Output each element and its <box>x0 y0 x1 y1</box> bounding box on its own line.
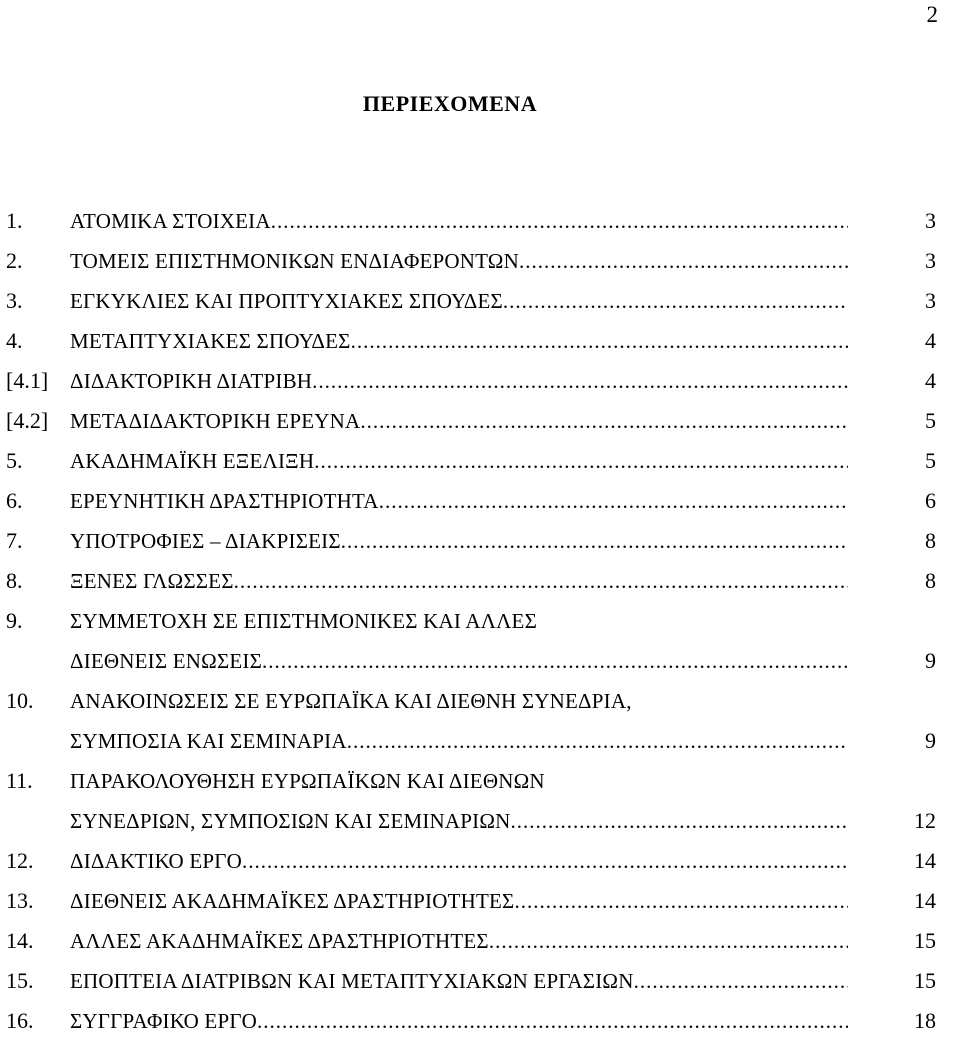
dot-leader <box>360 401 848 441</box>
toc-entry <box>0 601 960 681</box>
toc-entry-number: 8. <box>6 568 23 593</box>
toc-entry <box>0 1001 960 1041</box>
toc-entry-page: 18 <box>914 1008 936 1033</box>
toc-entry <box>0 281 960 321</box>
table-of-contents <box>0 201 960 1041</box>
toc-entry-page: 8 <box>925 528 936 553</box>
dot-leader <box>379 481 848 521</box>
toc-entry-number: 11. <box>6 768 33 793</box>
toc-entry-number: 12. <box>6 848 34 873</box>
toc-entry-page: 4 <box>925 328 936 353</box>
toc-entry-number: 14. <box>6 928 34 953</box>
dot-leader <box>514 881 848 921</box>
dot-leader <box>234 561 848 601</box>
toc-entry <box>0 961 960 1001</box>
toc-entry-title-line1: ΑΝΑΚΟΙΝΩΣΕΙΣ ΣΕ ΕΥΡΩΠΑΪΚΑ ΚΑΙ ΔΙΕΘΝΗ ΣΥΝΕΔΡΙΑ, <box>70 689 632 713</box>
toc-entry-title: ΜΕΤΑΠΤΥΧΙΑΚΕΣ ΣΠΟΥΔΕΣ <box>70 329 351 353</box>
toc-entry-number: 6. <box>6 488 23 513</box>
toc-entry-page: 14 <box>914 888 936 913</box>
toc-entry-title: ΑΤΟΜΙΚΑ ΣΤΟΙΧΕΙΑ <box>70 209 271 233</box>
toc-entry <box>0 881 960 921</box>
dot-leader <box>341 521 848 561</box>
toc-entry-number: 4. <box>6 328 23 353</box>
toc-entry-title: ΕΓΚΥΚΛΙΕΣ ΚΑΙ ΠΡΟΠΤΥΧΙΑΚΕΣ ΣΠΟΥΔΕΣ <box>70 289 503 313</box>
toc-entry-title: ΕΡΕΥΝΗΤΙΚΗ ΔΡΑΣΤΗΡΙΟΤΗΤΑ <box>70 489 379 513</box>
toc-entry <box>0 561 960 601</box>
toc-entry-title: ΣΥΓΓΡΑΦΙΚΟ ΕΡΓΟ <box>70 1009 258 1033</box>
toc-entry <box>0 241 960 281</box>
toc-entry-page: 5 <box>925 448 936 473</box>
dot-leader <box>271 201 848 241</box>
toc-entry <box>0 441 960 481</box>
toc-entry <box>0 201 960 241</box>
dot-leader <box>314 441 848 481</box>
toc-entry <box>0 681 960 761</box>
toc-entry-number: 5. <box>6 448 23 473</box>
dot-leader <box>351 321 848 361</box>
toc-entry-title: ΔΙΔΑΚΤΟΡΙΚΗ ΔΙΑΤΡΙΒΗ <box>70 369 313 393</box>
toc-entry-number: 9. <box>6 608 23 633</box>
toc-entry-title-line2: ΣΥΝΕΔΡΙΩΝ, ΣΥΜΠΟΣΙΩΝ ΚΑΙ ΣΕΜΙΝΑΡΙΩΝ <box>70 809 511 833</box>
toc-entry-page: 15 <box>914 928 936 953</box>
toc-entry-page: 3 <box>925 208 936 233</box>
dot-leader <box>347 721 848 761</box>
toc-entry-number: 15. <box>6 968 34 993</box>
toc-entry-number: [4.2] <box>6 408 49 433</box>
toc-entry-title-line1: ΣΥΜΜΕΤΟΧΗ ΣΕ ΕΠΙΣΤΗΜΟΝΙΚΕΣ ΚΑΙ ΑΛΛΕΣ <box>70 609 538 633</box>
toc-entry-number: 16. <box>6 1008 34 1033</box>
toc-entry-page: 9 <box>925 648 936 673</box>
toc-entry-title: ΔΙΔΑΚΤΙΚΟ ΕΡΓΟ <box>70 849 242 873</box>
dot-leader <box>503 281 848 321</box>
toc-entry-title: ΤΟΜΕΙΣ ΕΠΙΣΤΗΜΟΝΙΚΩΝ ΕΝΔΙΑΦΕΡΟΝΤΩΝ <box>70 249 519 273</box>
toc-entry <box>0 521 960 561</box>
page-title: ΠΕΡΙΕΧΟΜΕΝΑ <box>362 91 538 116</box>
toc-entry-page: 9 <box>925 728 936 753</box>
toc-entry-page: 14 <box>914 848 936 873</box>
toc-entry-number: 13. <box>6 888 34 913</box>
toc-entry-title: ΕΠΟΠΤΕΙΑ ΔΙΑΤΡΙΒΩΝ ΚΑΙ ΜΕΤΑΠΤΥΧΙΑΚΩΝ ΕΡΓΑΣΙΩΝ <box>70 969 634 993</box>
toc-entry-title-line1: ΠΑΡΑΚΟΛΟΥΘΗΣΗ ΕΥΡΩΠΑΪΚΩΝ ΚΑΙ ΔΙΕΘΝΩΝ <box>70 769 545 793</box>
toc-entry <box>0 761 960 841</box>
page-number: 2 <box>926 2 938 27</box>
toc-entry-page: 6 <box>925 488 936 513</box>
dot-leader <box>519 241 848 281</box>
toc-entry-page: 4 <box>925 368 936 393</box>
toc-entry <box>0 841 960 881</box>
toc-entry-number: 7. <box>6 528 23 553</box>
toc-entry-title: ΑΚΑΔΗΜΑΪΚΗ ΕΞΕΛΙΞΗ <box>70 449 315 473</box>
toc-entry-title: ΑΛΛΕΣ ΑΚΑΔΗΜΑΪΚΕΣ ΔΡΑΣΤΗΡΙΟΤΗΤΕΣ <box>70 929 489 953</box>
dot-leader <box>312 361 848 401</box>
dot-leader <box>262 641 848 681</box>
toc-entry-title: ΜΕΤΑΔΙΔΑΚΤΟΡΙΚΗ ΕΡΕΥΝΑ <box>70 409 361 433</box>
toc-entry-page: 3 <box>925 288 936 313</box>
toc-entry-page: 3 <box>925 248 936 273</box>
toc-entry-title: ΥΠΟΤΡΟΦΙΕΣ – ΔΙΑΚΡΙΣΕΙΣ <box>70 529 341 553</box>
dot-leader <box>257 1001 848 1041</box>
toc-entry-title-line2: ΣΥΜΠΟΣΙΑ ΚΑΙ ΣΕΜΙΝΑΡΙΑ <box>70 729 347 753</box>
dot-leader <box>242 841 848 881</box>
dot-leader <box>634 961 848 1001</box>
toc-entry-page: 15 <box>914 968 936 993</box>
toc-entry-page: 8 <box>925 568 936 593</box>
toc-entry-page: 5 <box>925 408 936 433</box>
toc-entry <box>0 321 960 361</box>
toc-entry-page: 12 <box>914 808 936 833</box>
toc-entry-number: 3. <box>6 288 23 313</box>
toc-entry <box>0 361 960 401</box>
toc-entry <box>0 921 960 961</box>
dot-leader <box>511 801 848 841</box>
toc-entry <box>0 401 960 441</box>
toc-entry-number: 10. <box>6 688 34 713</box>
toc-entry <box>0 481 960 521</box>
toc-entry-number: 2. <box>6 248 23 273</box>
toc-entry-title-line2: ΔΙΕΘΝΕΙΣ ΕΝΩΣΕΙΣ <box>70 649 263 673</box>
toc-entry-title: ΔΙΕΘΝΕΙΣ ΑΚΑΔΗΜΑΪΚΕΣ ΔΡΑΣΤΗΡΙΟΤΗΤΕΣ <box>70 889 515 913</box>
toc-entry-number: 1. <box>6 208 23 233</box>
dot-leader <box>489 921 848 961</box>
toc-entry-title: ΞΕΝΕΣ ΓΛΩΣΣΕΣ <box>70 569 234 593</box>
toc-entry-number: [4.1] <box>6 368 49 393</box>
